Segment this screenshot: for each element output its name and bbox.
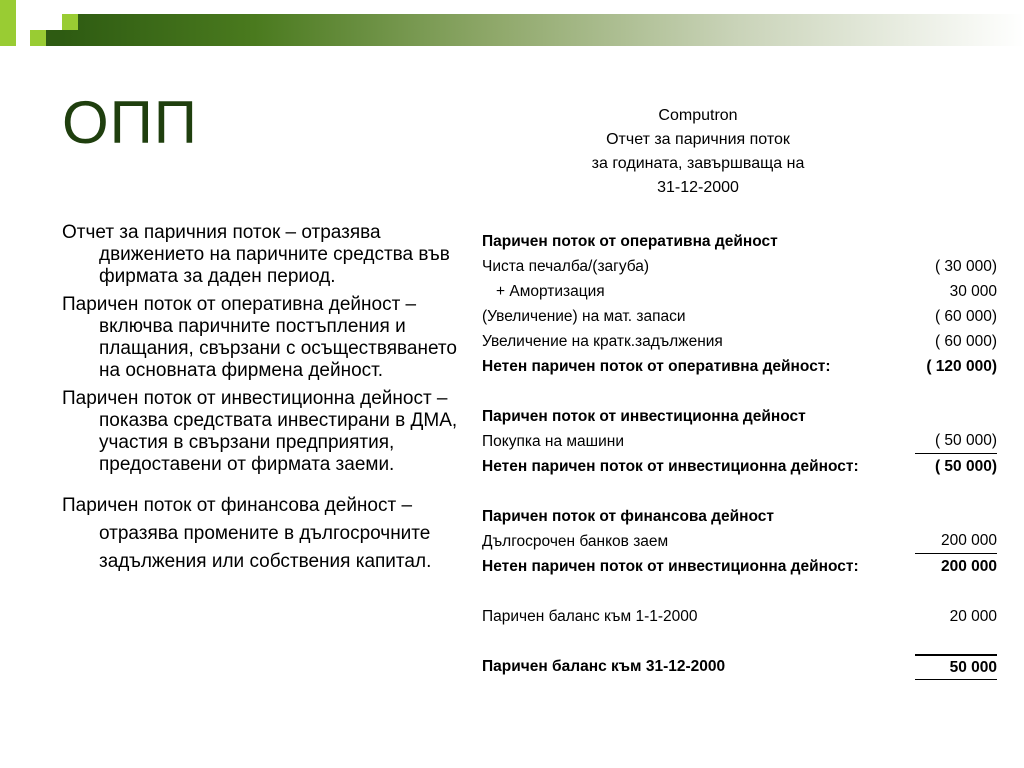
row-value: ( 50 000): [915, 429, 997, 454]
left-text-block: [62, 222, 476, 582]
row-label: Покупка на машини: [482, 433, 624, 450]
paragraph-operating: Паричен поток от оперативна дейност – включва паричните постъпления и плащания, свързани с осъществяването на основната фирмена дейност.: [62, 294, 457, 381]
row-label: Нетен паричен поток от инвестиционна дейност:: [482, 558, 859, 575]
decor-square: [30, 30, 46, 46]
table-row: [482, 254, 997, 279]
section-heading-investing: [482, 404, 997, 429]
statement-period-text: за годината, завършваща на: [591, 155, 805, 172]
header-gradient-bar: [62, 14, 1024, 46]
spacer: [482, 379, 997, 404]
row-value: ( 120 000): [926, 358, 997, 375]
opening-balance-row: [482, 604, 997, 629]
row-value: ( 50 000): [934, 458, 997, 475]
statement-title: Отчет за паричния поток: [606, 131, 790, 148]
row-label: + Амортизация: [496, 283, 605, 300]
row-label: Нетен паричен поток от оперативна дейност:: [482, 358, 831, 375]
closing-balance-row: [482, 654, 997, 679]
row-value: ( 60 000): [934, 308, 997, 325]
row-label: Паричен поток от финансова дейност: [482, 508, 774, 525]
spacer: [482, 579, 997, 604]
spacer: [482, 479, 997, 504]
total-row-operating: [482, 354, 997, 379]
statement-date: 31-12-2000: [657, 179, 739, 196]
row-value: 50 000: [915, 654, 997, 680]
row-label: Паричен баланс към 1-1-2000: [482, 608, 698, 625]
table-row: [482, 529, 997, 554]
decor-square: [46, 30, 62, 46]
row-label: Чиста печалба/(загуба): [482, 258, 650, 275]
company-name: Computron: [658, 107, 738, 124]
row-label: Дългосрочен банков заем: [482, 533, 669, 550]
cash-flow-statement: [482, 229, 997, 679]
row-label: Нетен паричен поток от инвестиционна дейност:: [482, 458, 859, 475]
decor-square: [62, 14, 78, 30]
paragraph-cash-flow-statement: Отчет за паричния поток – отразява движението на паричните средства във фирмата за даден период.: [62, 222, 450, 287]
total-row-financing: [482, 554, 997, 579]
row-label: (Увеличение) на мат. запаси: [482, 308, 686, 325]
statement-header: [560, 104, 836, 200]
row-label: Паричен баланс към 31-12-2000: [482, 658, 726, 675]
row-value: 30 000: [949, 283, 997, 300]
section-heading-financing: [482, 504, 997, 529]
row-label: Паричен поток от оперативна дейност: [482, 233, 778, 250]
slide-title: ОПП: [62, 89, 198, 156]
table-row: [482, 329, 997, 354]
row-value: 20 000: [949, 608, 997, 625]
row-value: 200 000: [915, 529, 997, 554]
row-value: 200 000: [940, 558, 997, 575]
table-row: [482, 429, 997, 454]
row-value: ( 30 000): [934, 258, 997, 275]
table-row: [482, 279, 997, 304]
section-heading-operating: [482, 229, 997, 254]
paragraph-financing: Паричен поток от финансова дейност – отразява промените в дългосрочните задължения или собствения капитал.: [62, 495, 432, 572]
row-label: Увеличение на кратк.задължения: [482, 333, 723, 350]
paragraph-investing: Паричен поток от инвестиционна дейност – показва средствата инвестирани в ДМА, участия в свързани предприятия, предоставени от фирмата заеми.: [62, 388, 458, 475]
total-row-investing: [482, 454, 997, 479]
decor-square: [0, 0, 16, 46]
row-value: ( 60 000): [934, 333, 997, 350]
row-label: Паричен поток от инвестиционна дейност: [482, 408, 806, 425]
table-row: [482, 304, 997, 329]
spacer: [482, 629, 997, 654]
